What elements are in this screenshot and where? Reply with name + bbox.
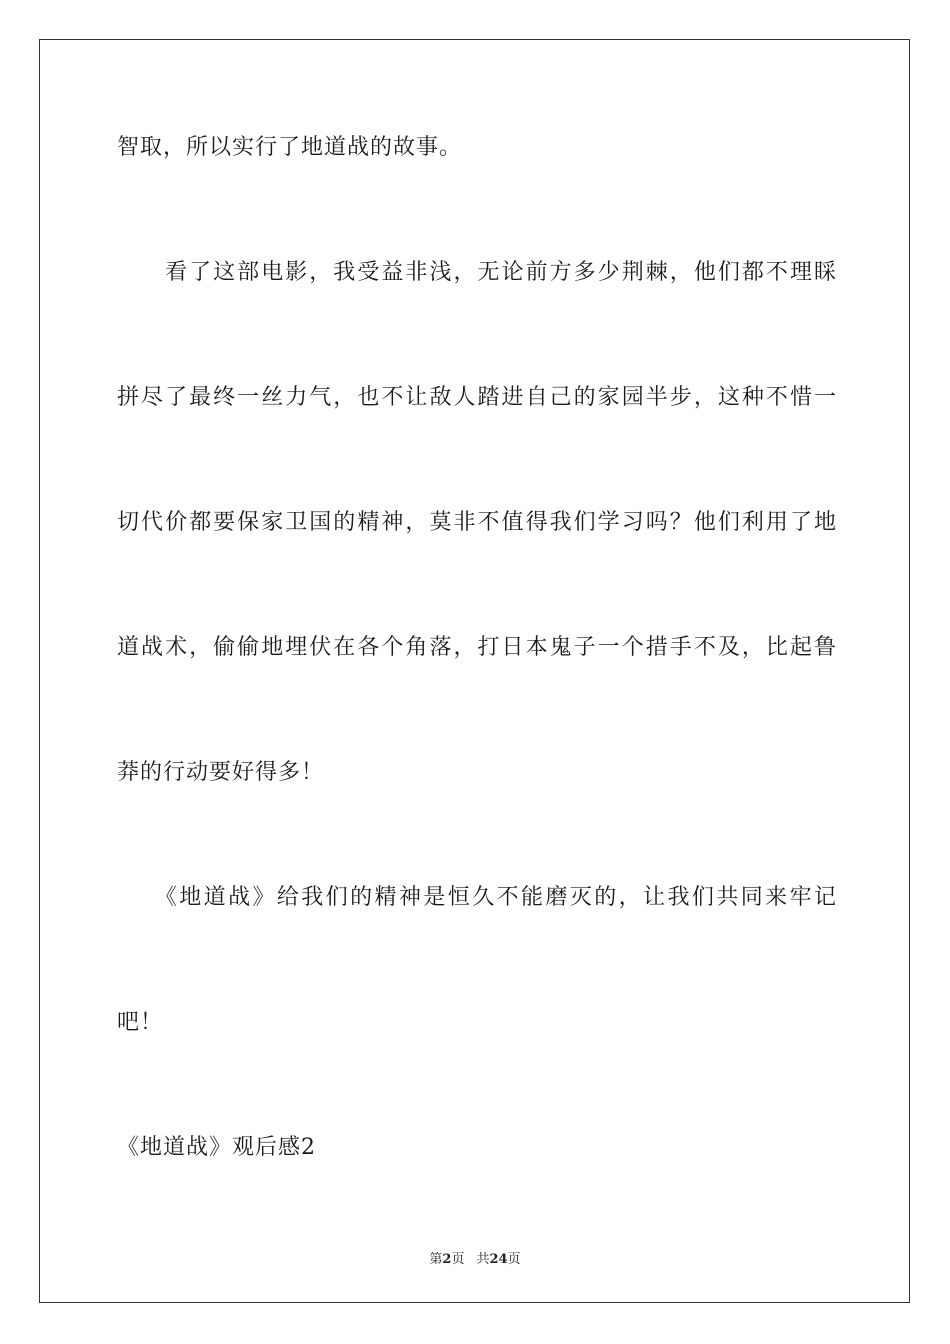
footer-total-pages: 24 [489,1252,508,1267]
body-line-4: 切代价都要保家卫国的精神，莫非不值得我们学习吗？他们利用了地 [117,510,837,535]
body-line-3: 拼尽了最终一丝力气，也不让敌人踏进自己的家园半步，这种不惜一 [117,385,837,410]
body-line-7: 《地道战》给我们的精神是恒久不能磨灭的，让我们共同来牢记 [117,885,837,910]
body-line-5: 道战术，偷偷地埋伏在各个角落，打日本鬼子一个措手不及，比起鲁 [117,635,837,660]
body-line-1: 智取，所以实行了地道战的故事。 [117,135,463,160]
body-line-2: 看了这部电影，我受益非浅，无论前方多少荆棘，他们都不理睬 [117,260,837,285]
body-line-8: 吧！ [117,1010,164,1035]
body-line-6: 莽的行动要好得多！ [117,760,325,785]
section-heading: 《地道战》观后感2 [117,1135,316,1160]
page-frame [39,39,910,1303]
footer-page-suffix: 页 [451,1252,465,1267]
footer-total-prefix: 共 [476,1252,490,1267]
page-footer [0,1248,950,1267]
footer-page-number: 2 [442,1252,452,1267]
footer-total-suffix: 页 [507,1252,521,1267]
footer-page-prefix: 第 [429,1252,443,1267]
